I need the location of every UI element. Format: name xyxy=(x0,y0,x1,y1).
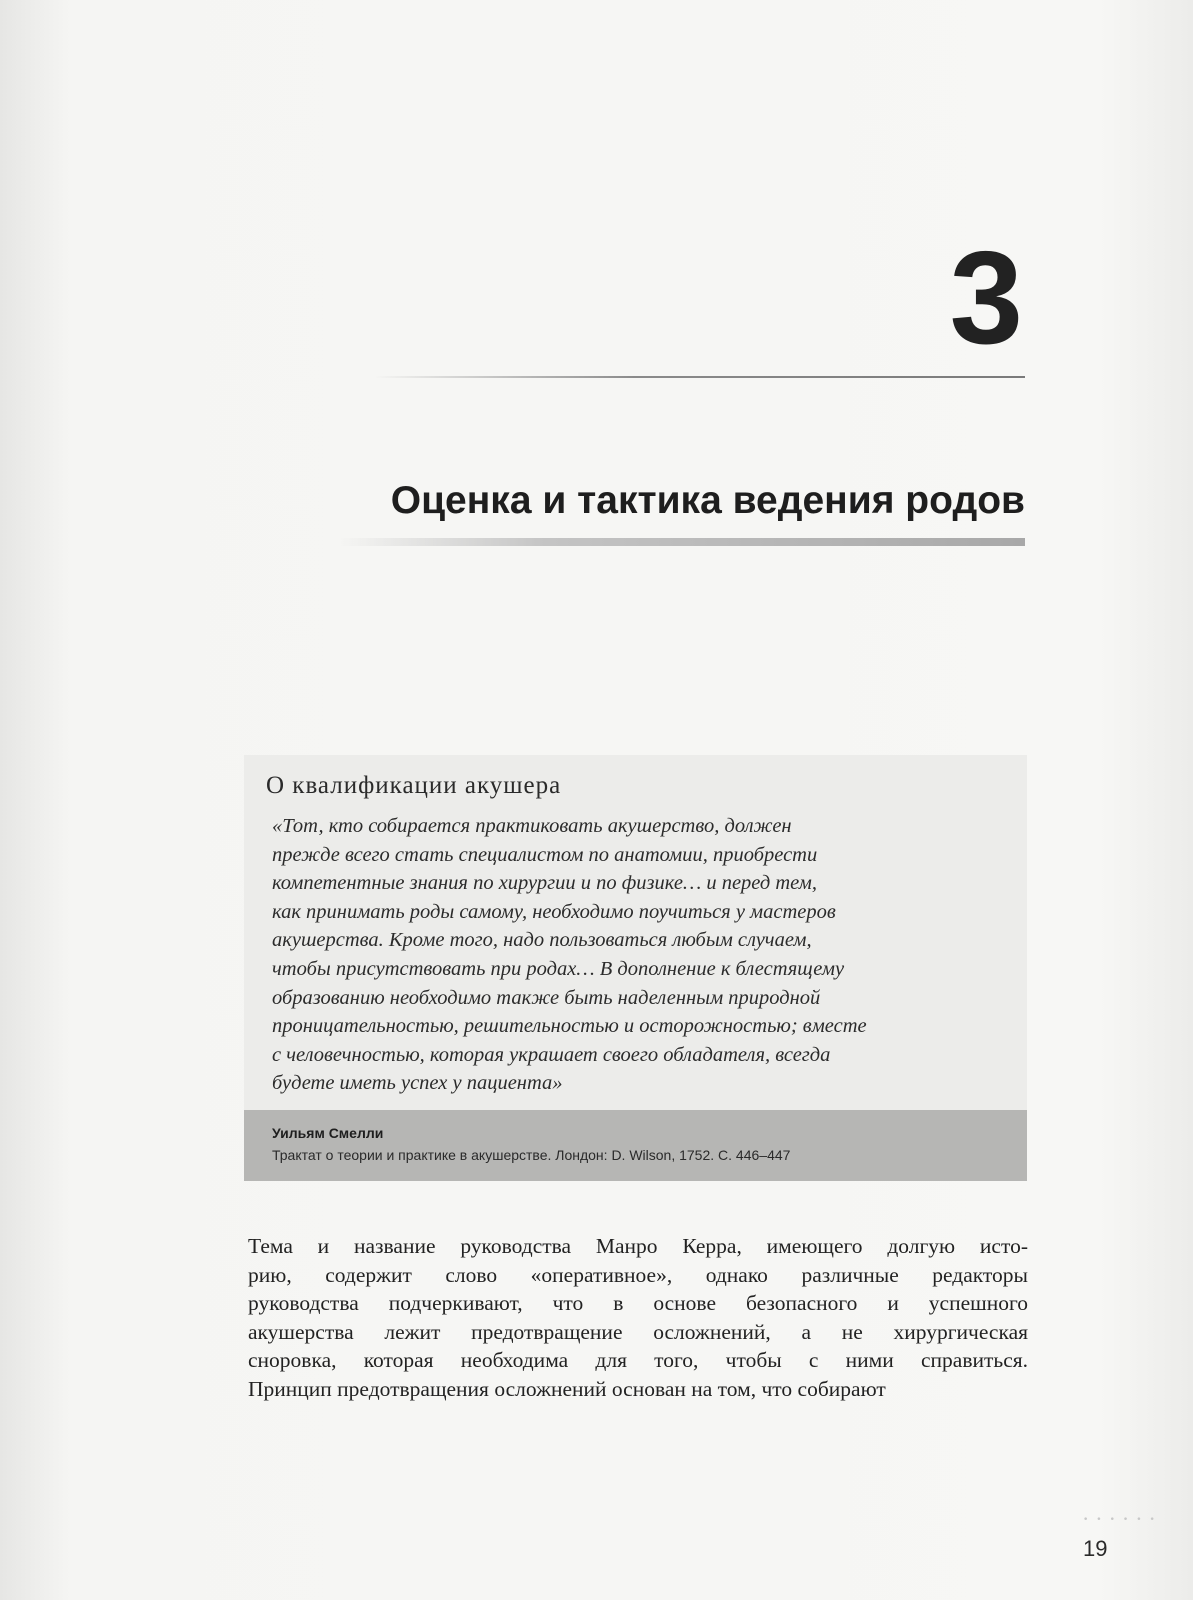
body-line: акушерства лежит предотвращение осложнений, а не хирургическая xyxy=(248,1319,1028,1344)
title-underline xyxy=(340,538,1025,546)
epigraph-quote xyxy=(272,812,992,1098)
chapter-number: 3 xyxy=(949,224,1023,371)
body-line: рию, содержит слово «оперативное», однако различные редакторы xyxy=(248,1262,1028,1287)
quote-line: компетентные знания по хирургии и по физике… и перед тем, xyxy=(272,872,817,895)
epigraph-box xyxy=(244,755,1027,1181)
page-number: 19 xyxy=(1083,1536,1108,1561)
body-paragraph xyxy=(248,1232,1028,1404)
body-line: Тема и название руководства Манро Керра, имеющего долгую исто- xyxy=(248,1234,1028,1258)
quote-line: акушерства. Кроме того, надо пользоваться любым случаем, xyxy=(272,929,812,952)
quote-line: «Тот, кто собирается практиковать акушерство, должен xyxy=(272,815,792,837)
quote-line: будете иметь успех у пациента» xyxy=(272,1072,563,1095)
quote-line: проницательностью, решительностью и осторожностью; вместе xyxy=(272,1015,867,1038)
source-reference: Трактат о теории и практике в акушерстве. Лондон: D. Wilson, 1752. С. 446–447 xyxy=(272,1147,791,1163)
quote-line: образованию необходимо также быть наделенным природной xyxy=(272,986,821,1009)
source-author: Уильям Смелли xyxy=(272,1125,384,1141)
quote-line: чтобы присутствовать при родах… В дополнение к блестящему xyxy=(272,957,845,980)
chapter-divider xyxy=(375,376,1025,378)
body-line: Принцип предотвращения осложнений основан на том, что собирают xyxy=(248,1376,886,1401)
page-decoration-dots: •••••• xyxy=(1083,1515,1163,1525)
body-line: сноровка, которая необходима для того, чтобы с ними справиться. xyxy=(248,1348,1028,1373)
chapter-title: Оценка и тактика ведения родов xyxy=(390,479,1025,522)
quote-line: с человечностью, которая украшает своего обладателя, всегда xyxy=(272,1043,831,1066)
quote-line: как принимать роды самому, необходимо поучиться у мастеров xyxy=(272,900,836,923)
epigraph-heading: О квалификации акушера xyxy=(266,772,562,799)
quote-line: прежде всего стать специалистом по анатомии, приобрести xyxy=(272,843,818,866)
epigraph-source xyxy=(244,1110,1027,1181)
body-line: руководства подчеркивают, что в основе безопасного и успешного xyxy=(248,1291,1028,1316)
